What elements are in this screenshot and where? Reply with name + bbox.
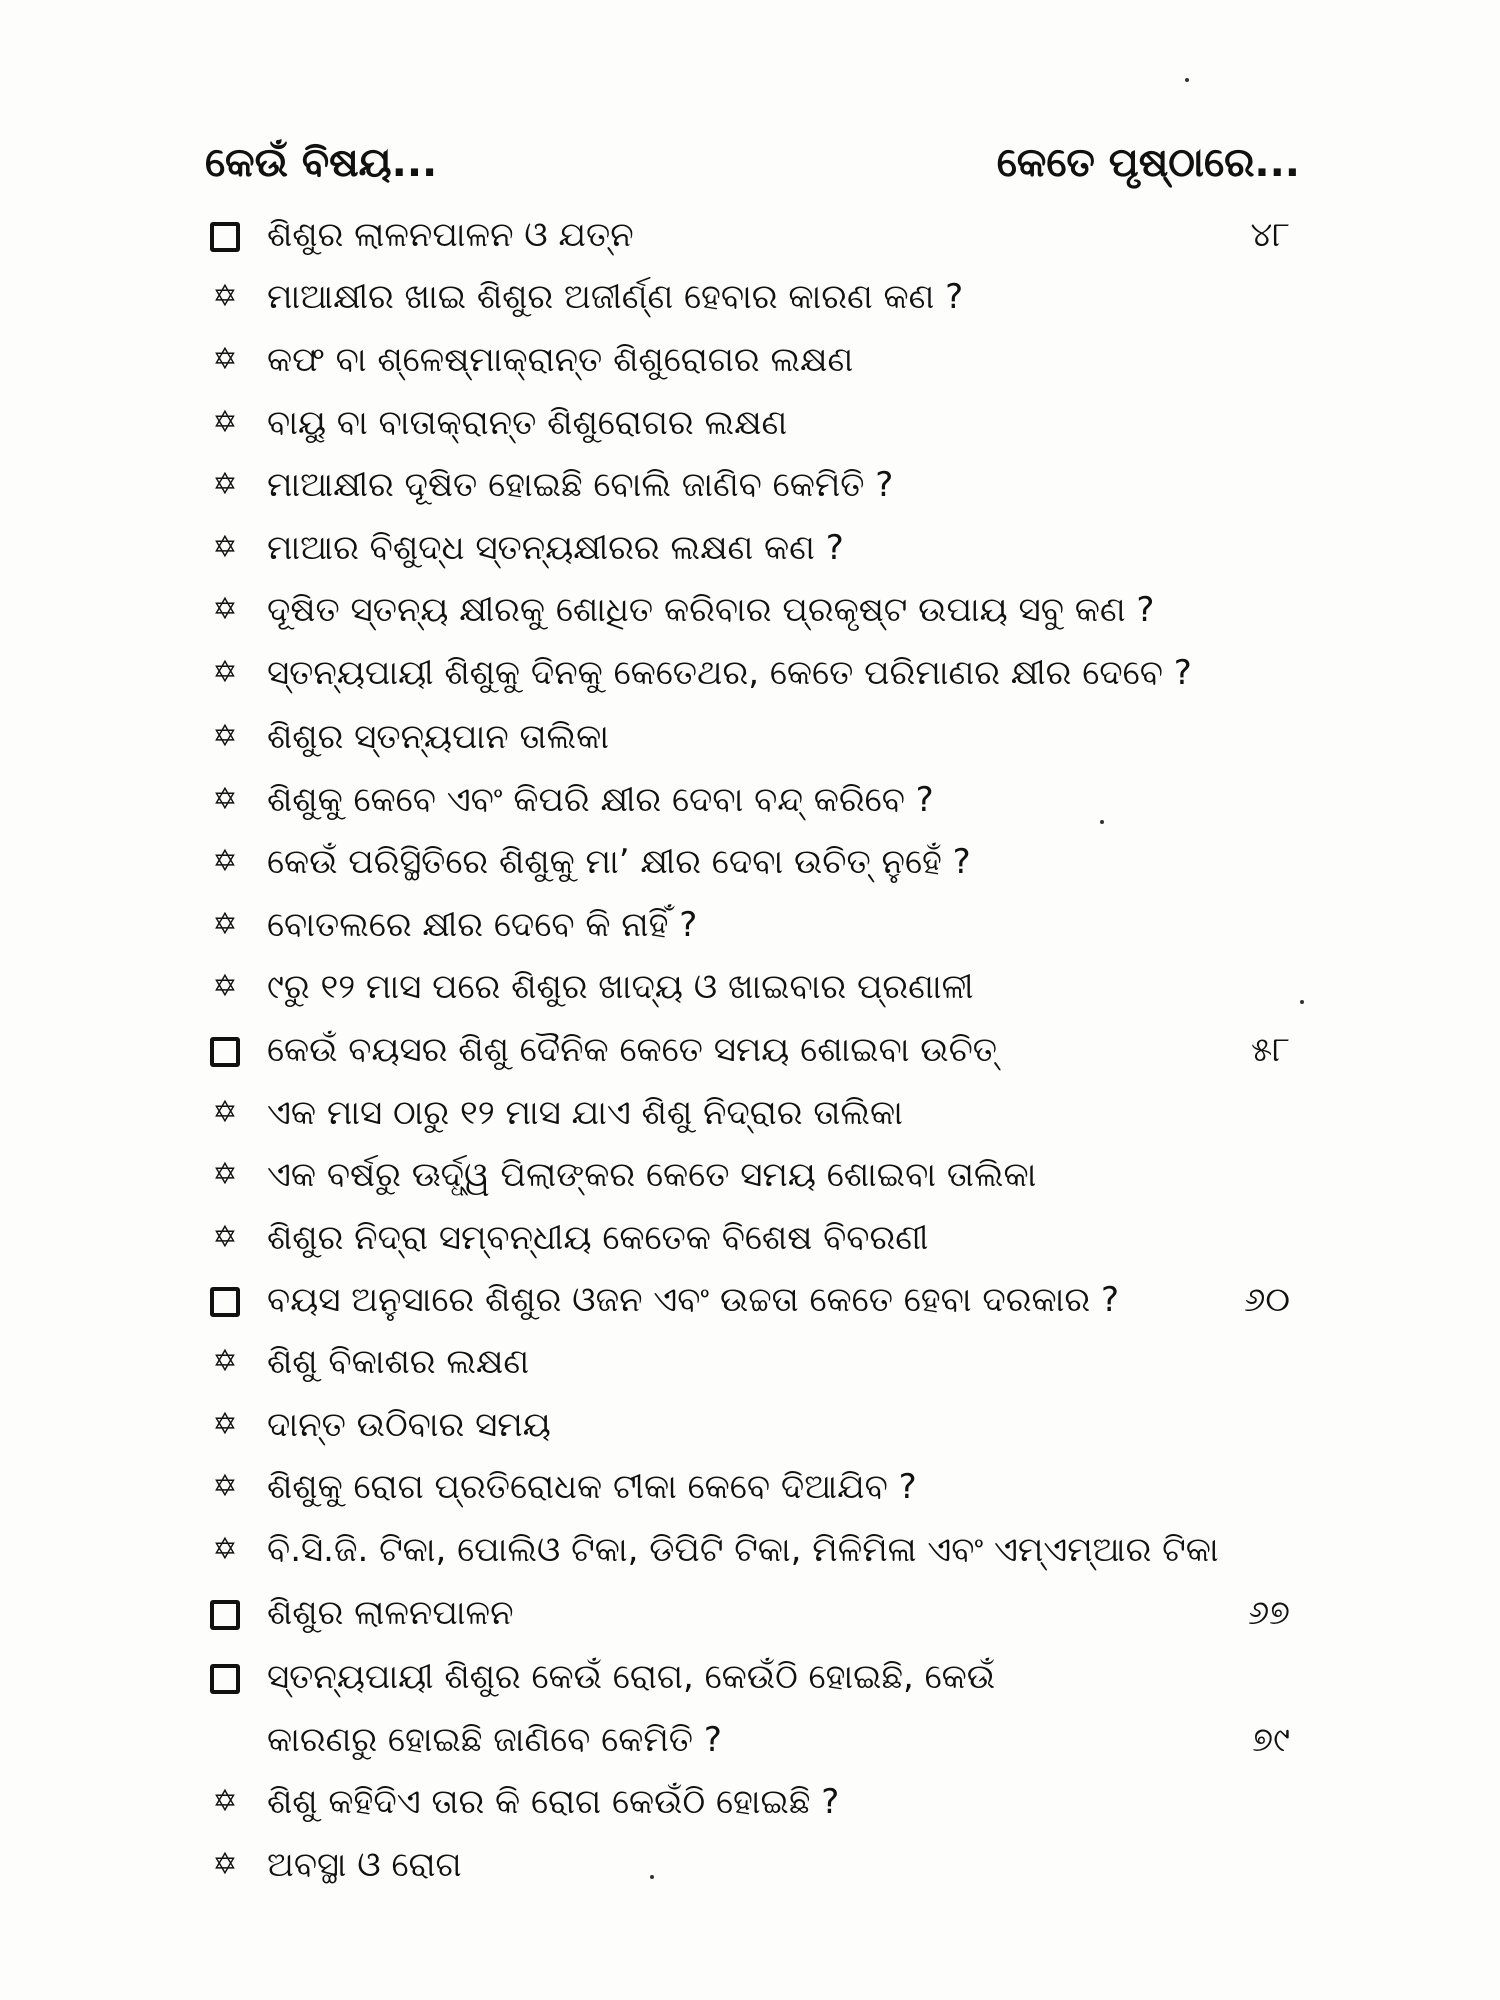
toc-entry-text: ଦାନ୍ତ ଉଠିବାର ସମୟ bbox=[267, 1405, 551, 1445]
checkbox-square-icon bbox=[205, 1275, 245, 1325]
star-icon: ✡ bbox=[212, 530, 238, 565]
page-column-heading: କେତେ ପୃଷ୍ଠାରେ... bbox=[996, 140, 1300, 186]
star-icon: ✡ bbox=[212, 1157, 238, 1192]
toc-entry-text: ଦୂଷିତ ସ୍ତନ୍ୟ କ୍ଷୀରକୁ ଶୋଧିତ କରିବାର ପ୍ରକୃଷ୍ଟ ଉପାୟ ସବୁ କଣ ? bbox=[267, 590, 1155, 630]
toc-entry-text: ଶିଶୁ କହିଦିଏ ତାର କି ରୋଗ କେଉଁଠି ହୋଇଛି ? bbox=[267, 1782, 840, 1822]
toc-entry-text: ବୋତଲରେ କ୍ଷୀର ଦେବେ କି ନାହିଁ ? bbox=[267, 905, 698, 945]
toc-entry-text: ଶିଶୁର ନିଦ୍ରା ସମ୍ବନ୍ଧୀୟ କେତେକ ବିଶେଷ ବିବରଣୀ bbox=[267, 1218, 929, 1258]
toc-entry-text: ସ୍ତନ୍ୟପାୟୀ ଶିଶୁର କେଉଁ ରୋଗ, କେଉଁଠି ହୋଇଛି, କେଉଁ bbox=[267, 1657, 996, 1697]
toc-entry-text: ଅବସ୍ଥା ଓ ରୋଗ bbox=[267, 1845, 462, 1885]
star-icon: ✡ bbox=[212, 342, 238, 377]
toc-page-number: ୪୮ bbox=[1250, 215, 1290, 255]
toc-entry bbox=[205, 962, 1300, 1012]
toc-entry-text: ବାୟୁ ବା ବାତାକ୍ରାନ୍ତ ଶିଶୁରୋଗର ଲକ୍ଷଣ bbox=[267, 403, 788, 443]
toc-entry bbox=[205, 398, 1300, 448]
toc-entry-text: ମାଆର ବିଶୁଦ୍ଧ ସ୍ତନ୍ୟକ୍ଷୀରର ଲକ୍ଷଣ କଣ ? bbox=[267, 528, 844, 568]
star-icon: ✡ bbox=[212, 655, 238, 690]
toc-page-number: ୫୮ bbox=[1251, 1030, 1290, 1070]
toc-entry-text: କାରଣରୁ ହୋଇଛି ଜାଣିବେ କେମିତି ? bbox=[267, 1720, 722, 1760]
star-icon: ✡ bbox=[212, 1847, 238, 1882]
star-icon: ✡ bbox=[212, 467, 238, 502]
toc-entry bbox=[205, 775, 1300, 825]
toc-entry-text: କଫ ବା ଶ୍ଳେଷ୍ମାକ୍ରାନ୍ତ ଶିଶୁରୋଗର ଲକ୍ଷଣ bbox=[267, 340, 854, 380]
toc-entry-text: ଶିଶୁର ଲାଳନପାଳନ bbox=[267, 1593, 514, 1633]
scan-speck bbox=[650, 1875, 654, 1879]
star-icon: ✡ bbox=[212, 1469, 238, 1504]
toc-entry-text: ଶିଶୁର ସ୍ତନ୍ୟପାନ ତାଲିକା bbox=[267, 717, 609, 757]
toc-entry bbox=[205, 460, 1300, 510]
toc-entry bbox=[205, 1400, 1300, 1450]
star-icon: ✡ bbox=[212, 782, 238, 817]
star-icon: ✡ bbox=[212, 907, 238, 942]
scan-speck bbox=[1185, 78, 1189, 82]
toc-entry bbox=[205, 523, 1300, 573]
toc-entry-text: କେଉଁ ପରିସ୍ଥିତିରେ ଶିଶୁକୁ ମା’ କ୍ଷୀର ଦେବା ଉଚିତ୍ ନୁହେଁ ? bbox=[267, 842, 971, 882]
toc-entry bbox=[205, 648, 1300, 698]
toc-entry bbox=[205, 210, 1300, 260]
toc-page-number: ୬୭ bbox=[1247, 1593, 1290, 1633]
star-icon: ✡ bbox=[212, 405, 238, 440]
toc-entry bbox=[205, 1777, 1300, 1827]
star-icon: ✡ bbox=[212, 1220, 238, 1255]
scan-speck bbox=[1100, 820, 1104, 824]
toc-entry bbox=[205, 1462, 1300, 1512]
toc-entry bbox=[205, 837, 1300, 887]
star-icon: ✡ bbox=[212, 1784, 238, 1819]
toc-entry-text: ଏକ ମାସ ଠାରୁ ୧୨ ମାସ ଯାଏ ଶିଶୁ ନିଦ୍ରାର ତାଲିକା bbox=[267, 1093, 903, 1133]
star-icon: ✡ bbox=[212, 1407, 238, 1442]
toc-entry-text: ଶିଶୁକୁ କେବେ ଏବଂ କିପରି କ୍ଷୀର ଦେବା ବନ୍ଦ୍ କରିବେ ? bbox=[267, 780, 934, 820]
star-icon: ✡ bbox=[212, 1532, 238, 1567]
toc-entry bbox=[205, 712, 1300, 762]
toc-page-number: ୭୯ bbox=[1252, 1720, 1290, 1760]
star-icon: ✡ bbox=[212, 279, 238, 314]
topic-column-heading: କେଉଁ ବିଷୟ... bbox=[205, 140, 438, 186]
toc-entry-text: ମାଆକ୍ଷୀର ଖାଇ ଶିଶୁର ଅଜୀର୍ଣ୍ଣ ହେବାର କାରଣ କଣ ? bbox=[267, 277, 964, 317]
toc-entry-text: ୯ରୁ ୧୨ ମାସ ପରେ ଶିଶୁର ଖାଦ୍ୟ ଓ ଖାଇବାର ପ୍ରଣାଳୀ bbox=[267, 967, 974, 1007]
star-icon: ✡ bbox=[212, 592, 238, 627]
toc-entry-text: ଶିଶୁ ବିକାଶର ଲକ୍ଷଣ bbox=[267, 1342, 530, 1382]
toc-entry bbox=[205, 1715, 1300, 1765]
toc-entry-text: ଏକ ବର୍ଷରୁ ଊର୍ଦ୍ଧ୍ୱ ପିଲାଙ୍କର କେତେ ସମୟ ଶୋଇବା ତାଲିକା bbox=[267, 1155, 1037, 1195]
toc-entry-text: ବି.ସି.ଜି. ଟିକା, ପୋଲିଓ ଟିକା, ଡିପିଟି ଟିକା, ମିଳିମିଳା ଏବଂ ଏମ୍ଏମ୍ଆର ଟିକା bbox=[267, 1530, 1219, 1570]
checkbox-square-icon bbox=[205, 210, 245, 260]
checkbox-square-icon bbox=[205, 1025, 245, 1075]
toc-entry bbox=[205, 1652, 1300, 1702]
toc-page-number: ୬୦ bbox=[1244, 1280, 1290, 1320]
toc-entry bbox=[205, 1275, 1300, 1325]
toc-entry-text: ବୟସ ଅନୁସାରେ ଶିଶୁର ଓଜନ ଏବଂ ଉଚ୍ଚତା କେତେ ହେବା ଦରକାର ? bbox=[267, 1280, 1120, 1320]
scan-speck bbox=[1300, 1000, 1304, 1004]
toc-entry bbox=[205, 900, 1300, 950]
star-icon: ✡ bbox=[212, 844, 238, 879]
toc-entry-text: ଶିଶୁକୁ ରୋଗ ପ୍ରତିରୋଧକ ଟୀକା କେବେ ଦିଆଯିବ ? bbox=[267, 1467, 917, 1507]
toc-entry bbox=[205, 335, 1300, 385]
toc-entry-text: ସ୍ତନ୍ୟପାୟୀ ଶିଶୁକୁ ଦିନକୁ କେତେଥର, କେତେ ପରିମାଣର କ୍ଷୀର ଦେବେ ? bbox=[267, 653, 1192, 693]
toc-entry-text: ମାଆକ୍ଷୀର ଦୂଷିତ ହୋଇଛି ବୋଲି ଜାଣିବ କେମିତି ? bbox=[267, 465, 894, 505]
toc-entry bbox=[205, 1150, 1300, 1200]
toc-entry bbox=[205, 1337, 1300, 1387]
toc-entry bbox=[205, 272, 1300, 322]
star-icon: ✡ bbox=[212, 1344, 238, 1379]
toc-entry bbox=[205, 1525, 1300, 1575]
toc-entry-text: କେଉଁ ବୟସର ଶିଶୁ ଦୈନିକ କେତେ ସମୟ ଶୋଇବା ଉଚିତ୍ bbox=[267, 1030, 998, 1070]
checkbox-square-icon bbox=[205, 1652, 245, 1702]
toc-entry bbox=[205, 1213, 1300, 1263]
toc-entry bbox=[205, 585, 1300, 635]
toc-entry bbox=[205, 1840, 1300, 1890]
toc-entry bbox=[205, 1088, 1300, 1138]
star-icon: ✡ bbox=[212, 719, 238, 754]
toc-entry-text: ଶିଶୁର ଲାଳନପାଳନ ଓ ଯତ୍ନ bbox=[267, 215, 634, 255]
checkbox-square-icon bbox=[205, 1588, 245, 1638]
toc-entry bbox=[205, 1025, 1300, 1075]
toc-entry bbox=[205, 1588, 1300, 1638]
toc-header bbox=[205, 140, 1300, 200]
star-icon: ✡ bbox=[212, 969, 238, 1004]
star-icon: ✡ bbox=[212, 1095, 238, 1130]
